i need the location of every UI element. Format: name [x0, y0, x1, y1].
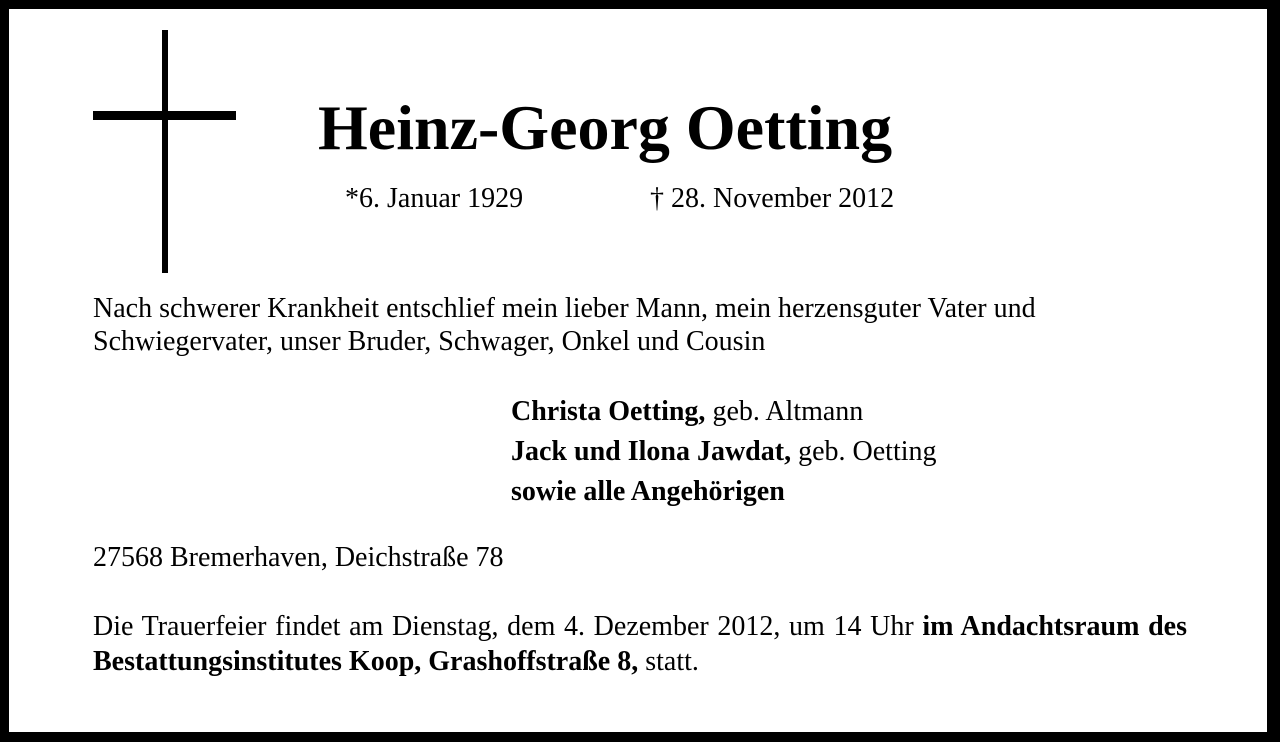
- address: 27568 Bremerhaven, Deichstraße 78: [93, 542, 504, 573]
- birth-date: *6. Januar 1929: [345, 183, 524, 214]
- mourner-name: Jack und Ilona Jawdat,: [511, 436, 792, 467]
- mourner-note: geb. Altmann: [705, 396, 864, 427]
- mourner-note: geb. Oetting: [791, 436, 937, 467]
- mourner-name: sowie alle Angehörigen: [511, 476, 785, 507]
- deceased-name: Heinz-Georg Oetting: [318, 92, 893, 163]
- service-closing: statt.: [638, 646, 699, 677]
- cross-horizontal-bar: [93, 111, 236, 120]
- intro-text: Nach schwerer Krankheit entschlief mein lieber Mann, mein herzensguter Vater und Schwiegervater, unser Bruder, Schwager, Onkel und Cousin: [93, 293, 1036, 357]
- mourner-row: [511, 432, 937, 472]
- mourner-row: [511, 472, 937, 512]
- cross-vertical-bar: [162, 30, 168, 273]
- service-location: im Andachtsraum des Bestattungsinstitutes Koop, Grashoffstraße 8,: [93, 611, 1187, 677]
- mourner-row: [511, 392, 937, 432]
- service-text: Die Trauerfeier findet am Dienstag, dem 4. Dezember 2012, um 14 Uhr: [93, 611, 923, 642]
- death-date: † 28. November 2012: [650, 183, 895, 214]
- mourners-list: [511, 392, 937, 512]
- service-details: [93, 609, 1187, 679]
- mourner-name: Christa Oetting,: [511, 396, 706, 427]
